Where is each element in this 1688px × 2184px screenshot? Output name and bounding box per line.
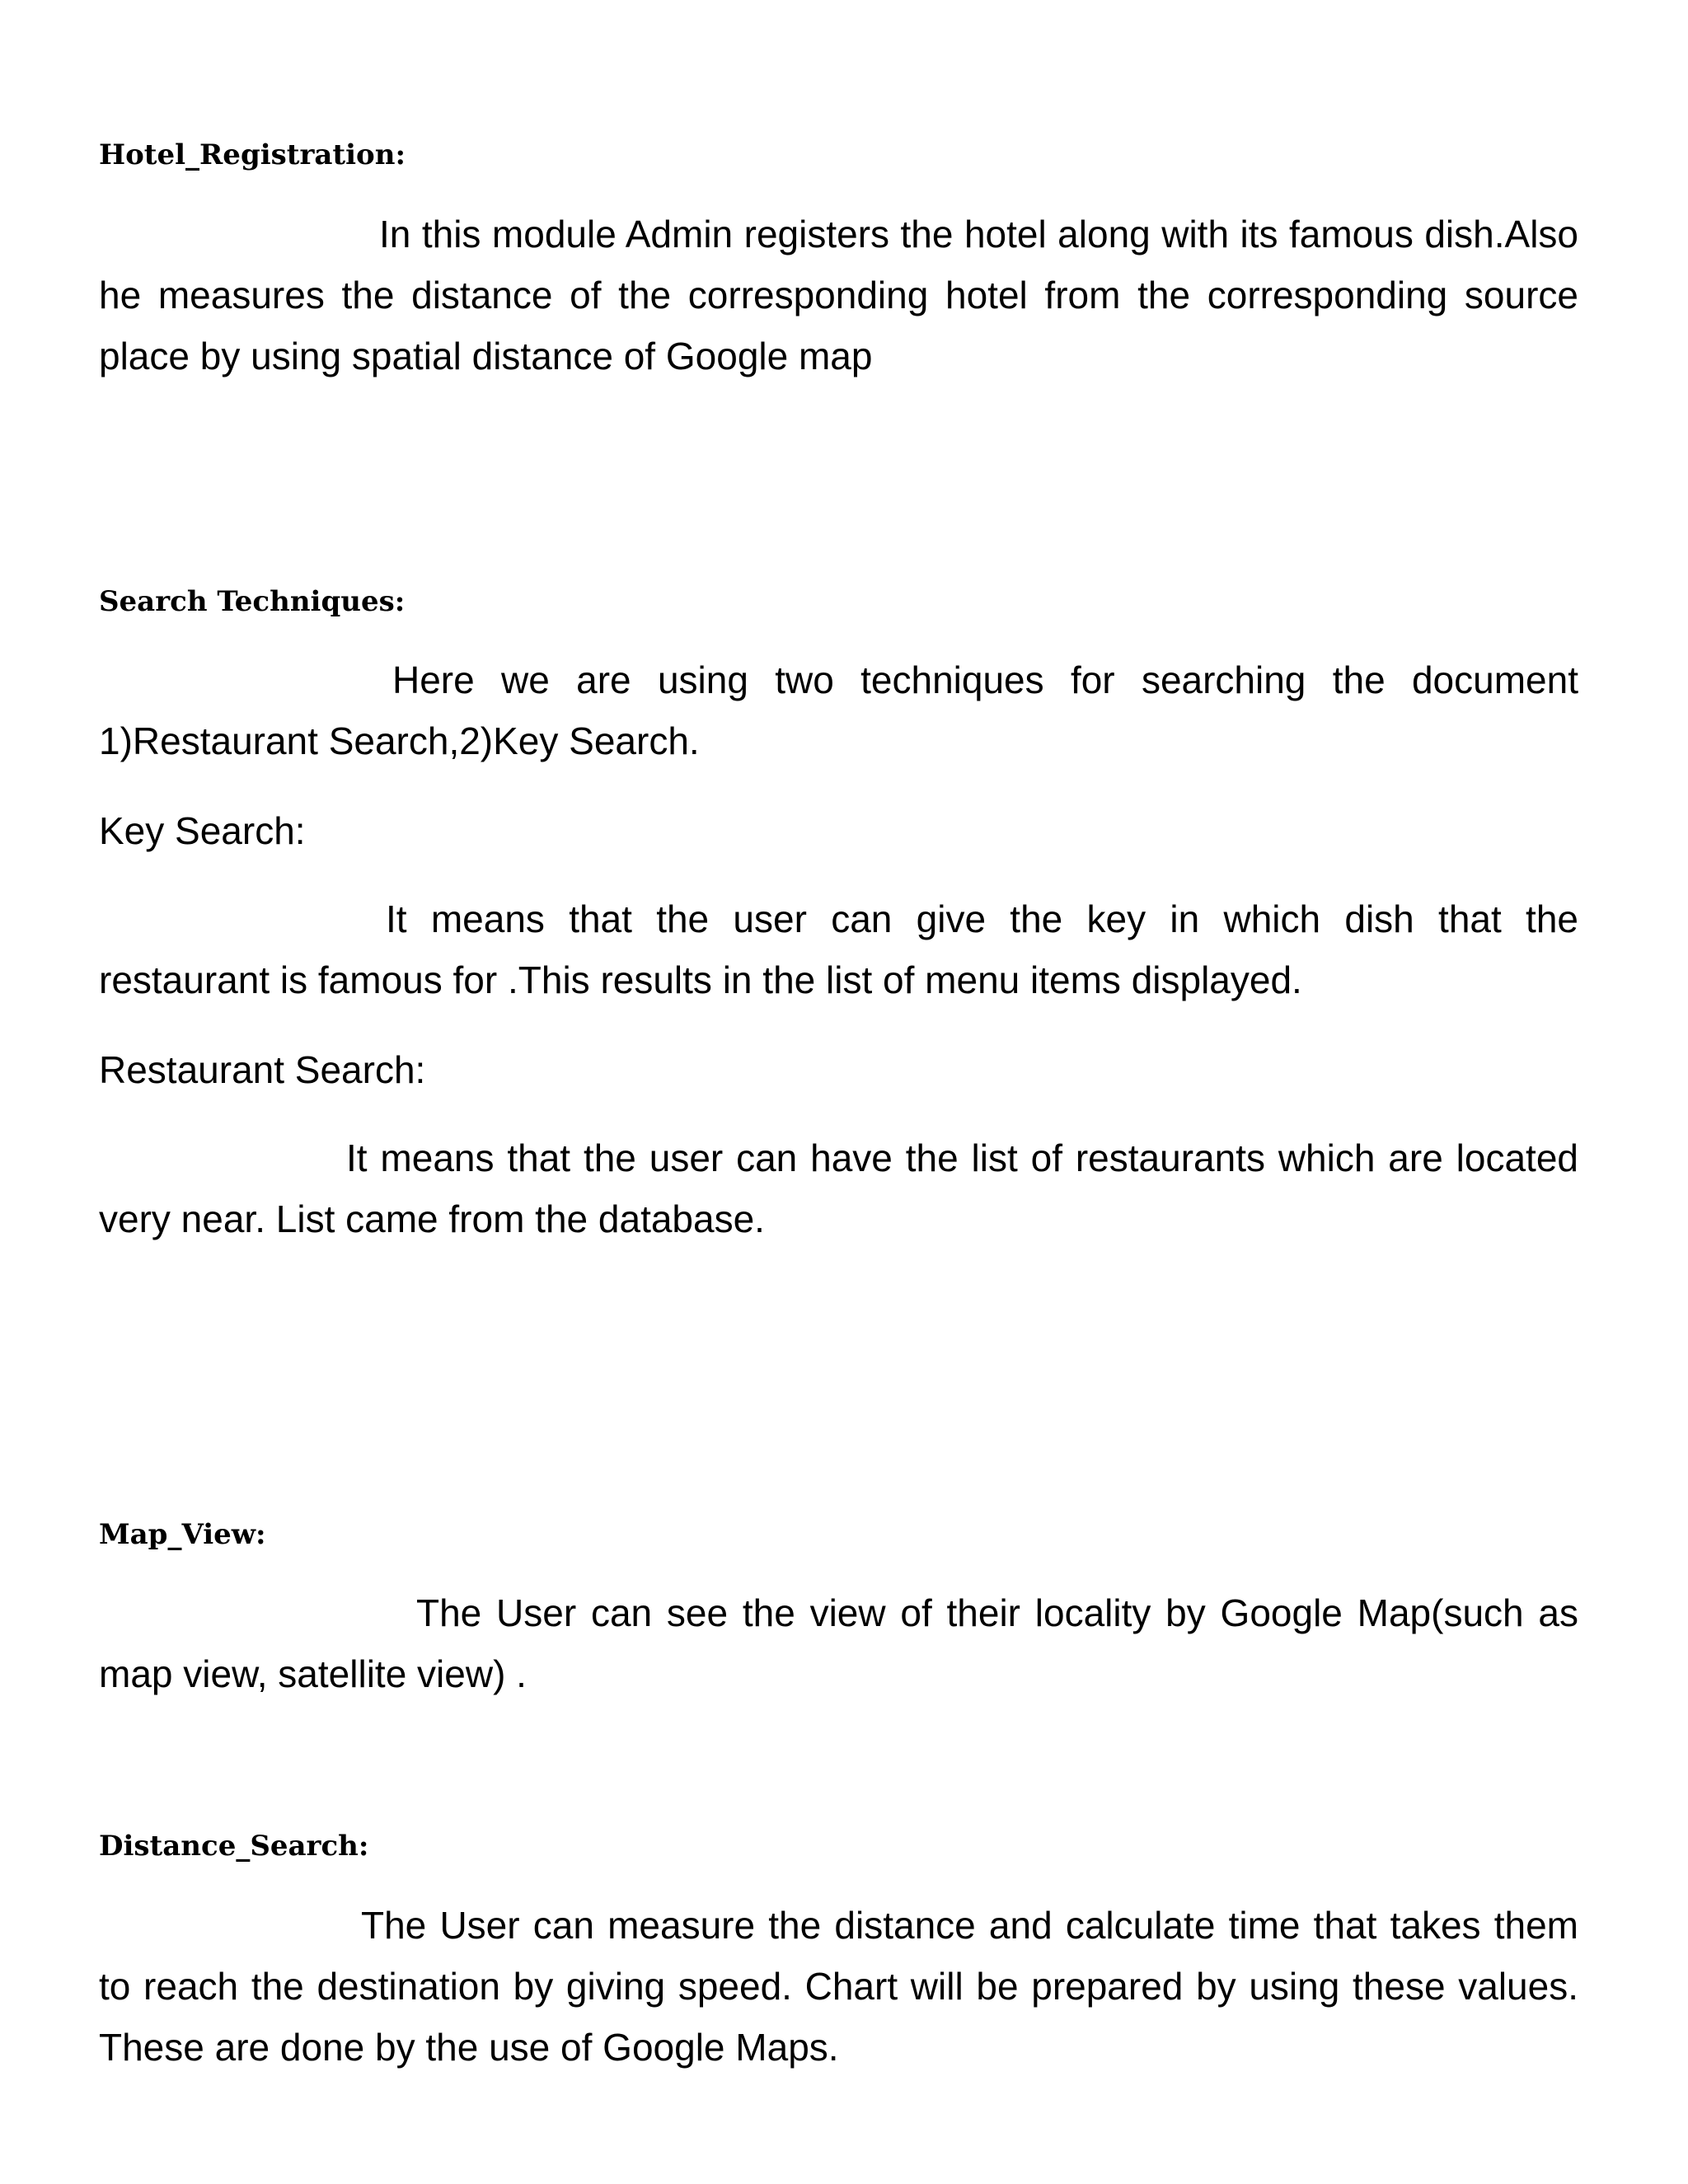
- paragraph-restaurant-search: It means that the user can have the list of restaurants which are located very near. List came from the database.: [99, 1137, 1578, 1240]
- paragraph-map-view: The User can see the view of their locality by Google Map(such as map view, satellite view) .: [99, 1591, 1578, 1695]
- label-restaurant-search: Restaurant Search:: [99, 1048, 426, 1091]
- heading-hotel-registration: Hotel_Registration:: [99, 138, 406, 171]
- paragraph-hotel-registration: In this module Admin registers the hotel along with its famous dish.Also he measures the distance of the corresponding hotel from the corresponding source place by using spatial distance of Google map: [99, 213, 1578, 377]
- heading-search-techniques: Search Techniques:: [99, 585, 406, 618]
- heading-map-view: Map_View:: [99, 1518, 266, 1551]
- paragraph-distance-search: The User can measure the distance and calculate time that takes them to reach the destination by giving speed. Chart will be prepared by using these values. These are done by the use of Google Maps.: [99, 1904, 1578, 2069]
- paragraph-search-techniques: Here we are using two techniques for searching the document 1)Restaurant Search,2)Key Search.: [99, 658, 1578, 762]
- paragraph-key-search: It means that the user can give the key in which dish that the restaurant is famous for .This results in the list of menu items displayed.: [99, 898, 1578, 1001]
- heading-distance-search: Distance_Search:: [99, 1830, 369, 1863]
- label-key-search: Key Search:: [99, 809, 306, 852]
